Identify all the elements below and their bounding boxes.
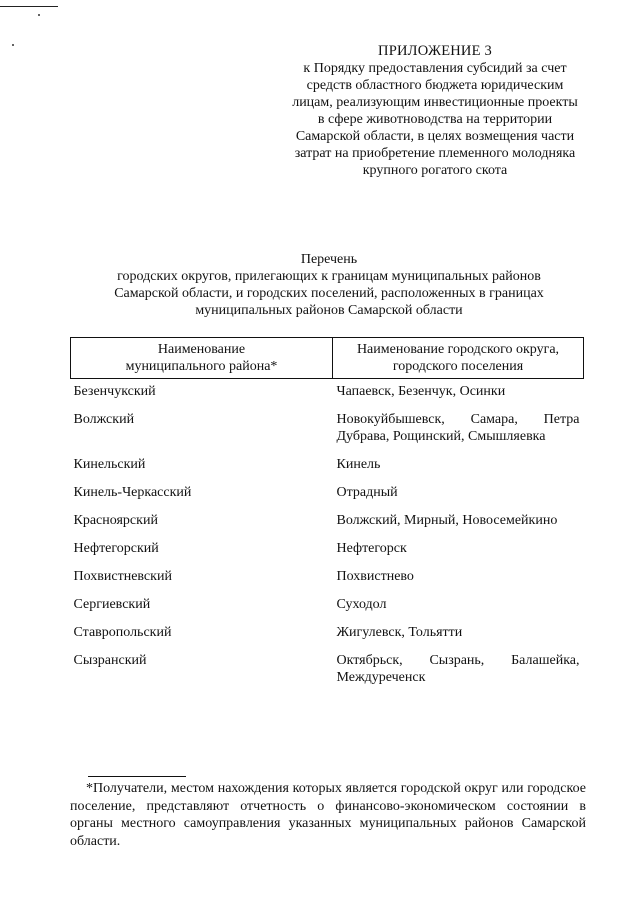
district-cell: Сергиевский [73,597,151,612]
district-cell: Волжский [73,412,135,427]
document-heading [60,251,598,319]
settlements-cell: Суходол [336,597,387,612]
appendix-line: в сфере животноводства на территории [317,112,553,127]
district-cell: Кинель-Черкасский [73,485,192,500]
scan-speck [12,44,14,46]
footnote: *Получатели, местом нахождения которых является городской округ или городское поселение, представляют отчетность о финансово-экономическом состоянии в органы местного самоуправления указанных муниципальных районов Самарской области. [70,781,586,849]
heading-subtitle-line: Самарской области, и городских поселений, расположенных в границах [114,286,544,301]
table-row [71,479,584,507]
appendix-line: средств областного бюджета юридическим [306,78,564,93]
settlements-cell: Волжский, Мирный, Новосемейкино [336,513,558,528]
appendix-line: Самарской области, в целях возмещения части [295,129,575,144]
table-row [71,591,584,619]
settlements-cell: Похвистнево [336,569,414,584]
table-row [71,535,584,563]
heading-subtitle-line: муниципальных районов Самарской области [195,303,463,318]
appendix-block [270,43,600,179]
table-row [71,619,584,647]
table-row [71,451,584,479]
district-cell: Ставропольский [73,625,172,640]
settlements-cell: Нефтегорск [336,541,407,556]
footnote-separator [88,776,186,777]
heading-title: Перечень [300,252,358,267]
settlements-cell: Октябрьск, Сызрань, Балашейка, Междуреченск [336,653,580,685]
heading-subtitle-line: городских округов, прилегающих к границам муниципальных районов [117,269,541,284]
appendix-line: затрат на приобретение племенного молодняка [294,146,576,161]
district-cell: Нефтегорский [73,541,159,556]
table-header-row [71,338,584,379]
column-header-settlement: Наименование городского округа, городского поселения [333,338,584,379]
appendix-line: к Порядку предоставления субсидий за счет [303,61,567,76]
districts-table [70,337,584,692]
district-cell: Сызранский [73,653,147,668]
table-row [71,406,584,451]
settlements-cell: Отрадный [336,485,398,500]
column-header-district: Наименование муниципального района* [71,338,333,379]
appendix-line: крупного рогатого скота [362,163,508,178]
district-cell: Безенчукский [73,384,156,399]
table-row [71,647,584,692]
settlements-cell: Чапаевск, Безенчук, Осинки [336,384,506,399]
settlements-cell: Кинель [336,457,381,472]
table-row [71,379,584,407]
settlements-cell: Жигулевск, Тольятти [336,625,463,640]
district-cell: Похвистневский [73,569,172,584]
scan-speck [38,14,40,16]
table-row [71,563,584,591]
district-cell: Красноярский [73,513,158,528]
settlements-cell: Новокуйбышевск, Самара, Петра Дубрава, Рощинский, Смышляевка [336,412,580,444]
district-cell: Кинельский [73,457,146,472]
appendix-line: лицам, реализующим инвестиционные проекты [292,95,578,110]
table-row [71,507,584,535]
scan-edge-line [0,6,58,7]
appendix-title: ПРИЛОЖЕНИЕ 3 [378,43,492,59]
